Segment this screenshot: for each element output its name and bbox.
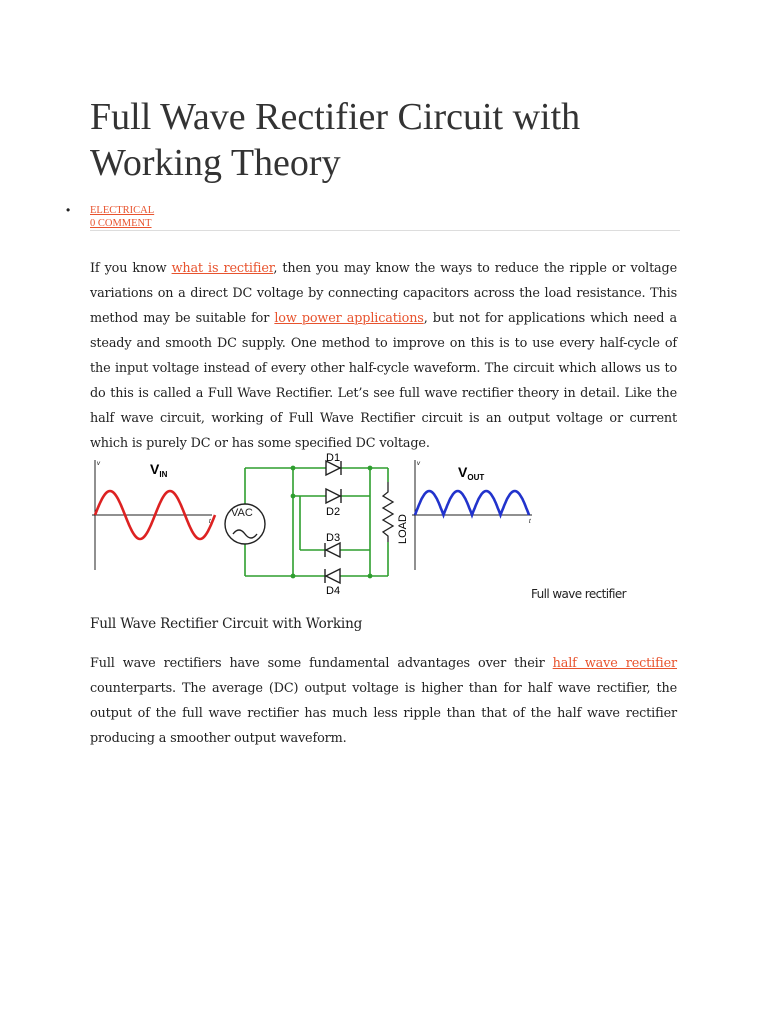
vin-label <box>150 461 168 479</box>
section-text-1: Full wave rectifiers have some fundamental advantages over their <box>90 656 553 671</box>
vin-label-v: V <box>150 461 160 477</box>
intro-paragraph <box>90 256 677 456</box>
input-axis-t: t <box>209 519 211 525</box>
section-paragraph <box>90 651 677 751</box>
low-power-applications-link[interactable]: low power applications <box>274 311 424 326</box>
category-link[interactable]: ELECTRICAL <box>90 205 155 216</box>
intro-text-3: , but not for applications which need a steady and smooth DC supply. One method to improve on this is to use every half-cycle of the input voltage instead of every other half-cycle waveform. The circuit which allows us to do this is called a Full Wave Rectifier. Let’s see full wave rectifier theory in detail. Like the half wave circuit, working of Full Wave Rectifier circuit is an output voltage or current which is purely DC or has some specified DC voltage. <box>90 311 677 451</box>
input-axis-v: v <box>97 461 100 467</box>
diode-label-d4: D4 <box>326 585 341 597</box>
junction-dots <box>291 466 373 579</box>
diode-label-d2: D2 <box>326 506 341 518</box>
diode-d4 <box>325 569 340 583</box>
diode-d2 <box>326 489 341 503</box>
comments-link[interactable]: 0 COMMENT <box>90 218 152 229</box>
what-is-rectifier-link[interactable]: what is rectifier <box>171 261 274 276</box>
section-text-2: counterparts. The average (DC) output voltage is higher than for half wave rectifier, the output of the full wave rectifier has much less ripple than that of the half wave rectifier producing a smoother output waveform. <box>90 681 677 746</box>
post-meta <box>90 204 154 230</box>
divider <box>90 230 680 231</box>
intro-text-2: , then you may know the ways to reduce the ripple or voltage variations on a direct DC voltage by connecting capacitors across the load resistance. This method may be suitable for <box>90 261 678 326</box>
figure-caption: Full wave rectifier <box>531 587 626 601</box>
load-resistor <box>383 482 393 542</box>
output-axis-t: t <box>529 519 531 525</box>
list-bullet: • <box>66 203 71 217</box>
section-heading: Full Wave Rectifier Circuit with Working <box>90 616 363 632</box>
half-wave-rectifier-link[interactable]: half wave rectifier <box>552 656 677 671</box>
vin-label-sub: IN <box>159 470 168 479</box>
intro-text-1: If you know <box>90 261 172 276</box>
diode-label-d1: D1 <box>326 452 341 464</box>
diode-d3 <box>325 543 340 557</box>
diode-label-d3: D3 <box>326 532 341 544</box>
vout-label-sub: OUT <box>467 473 485 482</box>
load-label: LOAD <box>397 514 409 544</box>
vout-label-v: V <box>458 464 468 480</box>
circuit-wires <box>245 468 388 576</box>
ac-source-label: VAC <box>231 507 253 519</box>
full-wave-rectifier-diagram <box>88 452 538 597</box>
page-title: Full Wave Rectifier Circuit with Working Theory <box>90 96 581 184</box>
output-axis-v: v <box>417 461 420 467</box>
output-rectified-wave <box>415 491 529 515</box>
vout-label <box>458 464 484 482</box>
